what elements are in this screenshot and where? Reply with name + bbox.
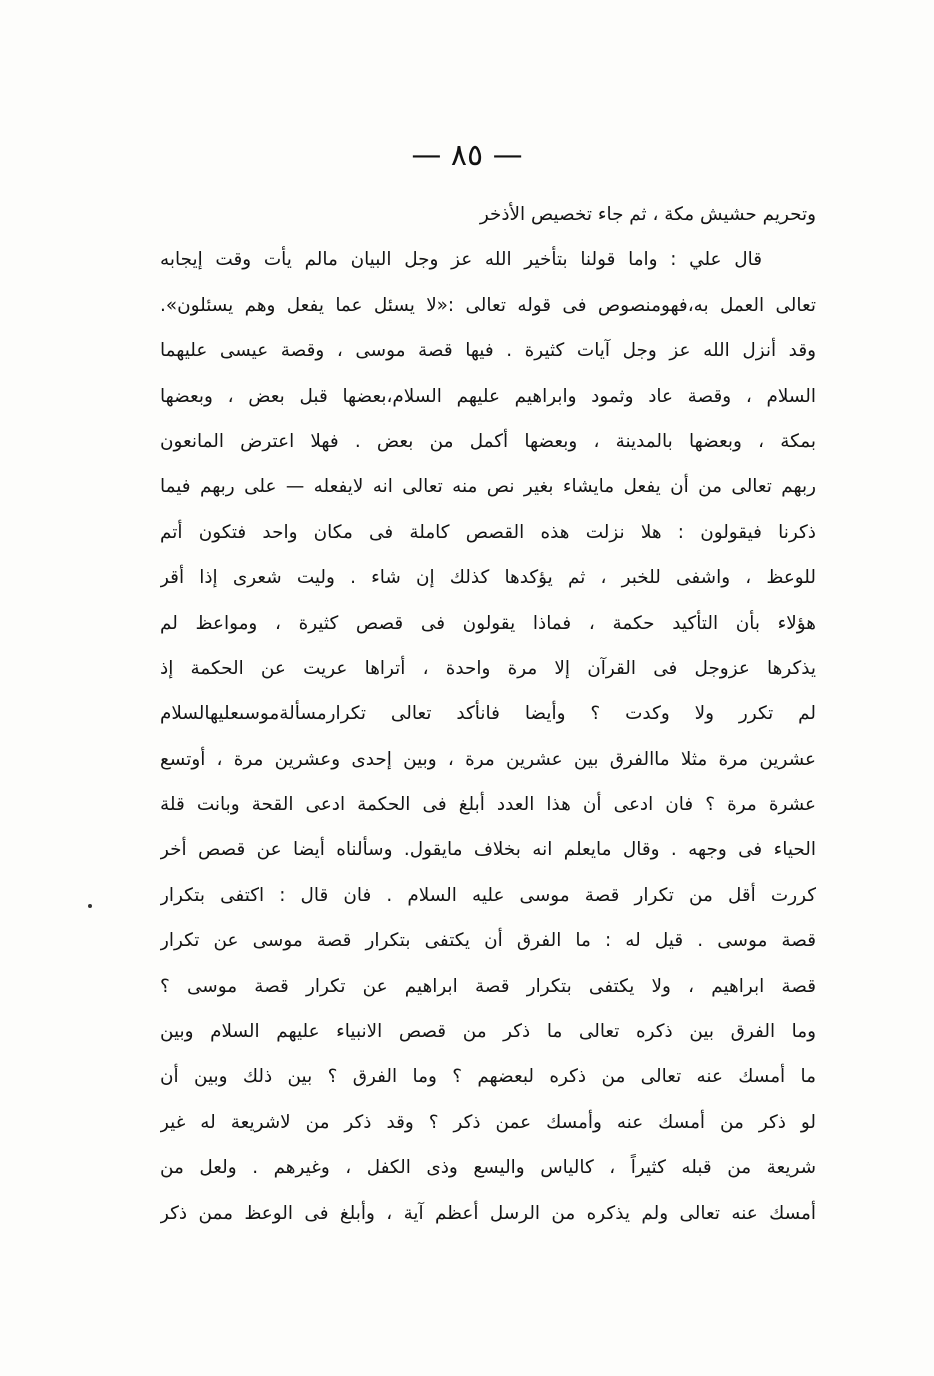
- text-line: هؤلاء بأن التأكيد حكمة ، فماذا يقولون فى قصص كثيرة ، ومواعظ لم: [160, 612, 816, 634]
- text-line: السلام ، وقصة عاد وثمود وابراهيم عليهم السلام،بعضها قبل بعض ، وبعضها: [160, 385, 816, 407]
- text-line: عشرة مرة ؟ فان ادعى أن هذا العدد أبلغ فى الحكمة ادعى القحة وبانت قلة: [160, 794, 816, 816]
- text-line: وقد أنزل الله عز وجل آيات كثيرة . فيها قصة موسى ، وقصة عيسى عليهما: [160, 340, 816, 362]
- page-number: — ٨٥ —: [411, 138, 523, 173]
- text-line: للوعظ ، واشفى للخبر ، ثم يؤكدها كذلك إن شاء . وليت شعرى إذا أقر: [160, 567, 816, 589]
- text-line: قال علي : واما قولنا بتأخير الله عز وجل البيان مالم يأت وقت إيجابه: [160, 249, 762, 271]
- text-line: ما أمسك عنه تعالى من ذكره لبعضهم ؟ وما الفرق ؟ بين ذلك وبين أن: [160, 1066, 816, 1088]
- text-line: شريعة من قبله كثيراً ، كالياس واليسع وذى الكفل ، وغيرهم . ولعل من: [160, 1157, 816, 1179]
- text-line: أمسك عنه تعالى ولم يذكره من الرسل أعظم آية ، وأبلغ فى الوعظ ممن ذكر: [160, 1202, 816, 1224]
- text-line: كررت أقل من تكرار قصة موسى عليه السلام . فان قال : اكتفى بتكرار: [160, 884, 816, 906]
- text-line: وتحريم حشيش مكة ، ثم جاء تخصيص الأذخر: [479, 204, 816, 225]
- text-line: لم تكرر ولا وكدت ؟ وأيضا فانأكد تعالى تكرارمسألةموسىعليهالسلام: [160, 703, 816, 725]
- ink-speck: [88, 904, 92, 908]
- text-line: ربهم تعالى من أن يفعل مايشاء بغير نص منه تعالى انه لايفعله — على ربهم فيما: [160, 476, 816, 498]
- text-line: ذكرنا فيقولون : هلا نزلت هذه القصص كاملة فى مكان واحد فتكون أتم: [160, 521, 816, 543]
- text-line: قصة ابراهيم ، ولا يكتفى بتكرار قصة ابراهيم عن تكرار قصة موسى ؟: [160, 975, 816, 997]
- text-line: تعالى العمل به،فهومنصوص فى قوله تعالى :«لا يسئل عما يفعل وهم يسئلون».: [160, 294, 816, 316]
- text-line: عشرين مرة مثلا ماالفرق بين عشرين مرة ، وبين إحدى وعشرين مرة ، أوتسع: [160, 748, 816, 770]
- body-text: [160, 192, 816, 1236]
- text-line: بمكة ، وبعضها بالمدينة ، وبعضها أكمل من بعض . فهلا اعترض المانعون: [160, 430, 816, 452]
- text-line: يذكرها عزوجل فى القرآن إلا مرة واحدة ، أتراها عريت عن الحكمة إذ: [160, 657, 816, 679]
- text-line: لو ذكر من أمسك عنه وأمسك عمن ذكر ؟ وقد ذكر من لاشريعة له غير: [160, 1111, 816, 1133]
- text-line: الحياء فى وجهه . وقال مايعلم انه بخلاف مايقول. وسألناه أيضا عن قصص أخر: [160, 839, 816, 861]
- text-line: وما الفرق بين ذكره تعالى ما ذكر من قصص الانبياء عليهم السلام وبين: [160, 1021, 816, 1043]
- text-line: قصة موسى . قيل له : ما الفرق أن يكتفى بتكرار قصة موسى عن تكرار: [160, 930, 816, 952]
